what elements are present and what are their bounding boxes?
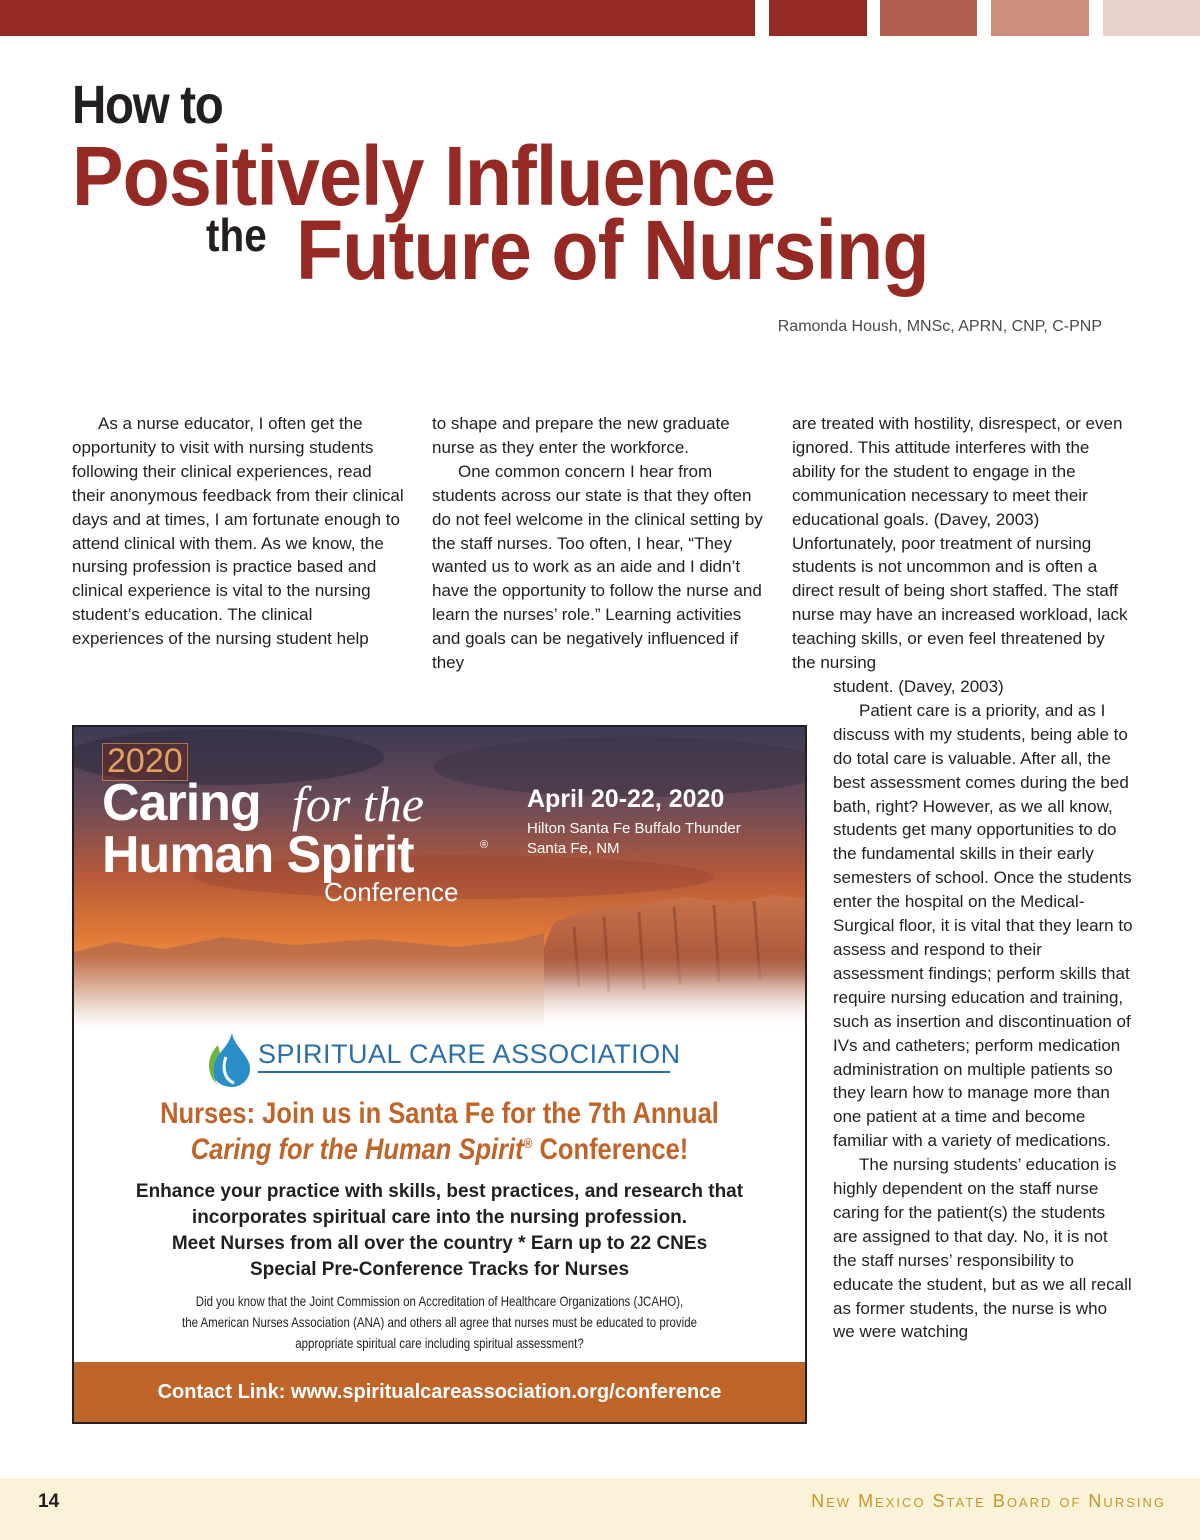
paragraph: As a nurse educator, I often get the opportunity to visit with nursing students following their clinical experiences, read their anonymous feedback from their clinical days and at times, I am fortunate enough to attend clinical with them. As we know, the nursing profession is practice based and clinical experience is vital to the nursing student’s education. The clinical experiences of the nursing student help [72,414,404,649]
ad-event-venue [527,819,741,859]
ad-fine-print-line: the American Nurses Association (ANA) and others all agree that nurses must be educated to provide [182,1314,697,1330]
ad-title-human-spirit: Human Spirit [102,826,414,884]
headline-line1: How to [72,75,223,135]
ad-headline-italic: Caring for the Human Spirit [190,1133,524,1166]
header-bar-4 [991,0,1089,36]
page-number: 14 [38,1491,60,1512]
venue-name: Hilton Santa Fe Buffalo Thunder [527,820,741,837]
header-bar-1 [0,0,755,36]
ad-fine-print-line: appropriate spiritual care including spiritual assessment? [295,1335,584,1351]
headline-line3: Future of Nursing [296,203,929,297]
ad-body-line: Enhance your practice with skills, best practices, and research that [135,1181,744,1202]
author-byline: Ramonda Housh, MNSc, APRN, CNP, C-PNP [777,318,1102,335]
headline-line2: Positively Influence [72,129,776,223]
ad-title-for-the: for the [292,776,424,832]
venue-city: Santa Fe, NM [527,840,620,857]
ad-headline-rest: Conference! [532,1133,689,1166]
headline-the: the [206,209,267,261]
publication-title: New Mexico State Board of Nursing [811,1491,1166,1511]
article-column-3-bottom [833,675,1133,1344]
registered-mark: ® [480,839,489,851]
paragraph: student. (Davey, 2003) [833,677,1004,696]
paragraph: Patient care is a priority, and as I discuss with my students, being able to do total care is valuable. After all, the best assessment comes during the bed bath, right? However, as we all know, students get many opportunities to do the fundamental skills in their early semesters of school. Once the students enter the hospital on the Medical-Surgical floor, it is vital that they learn to assess and respond to their assessment findings; perform skills that require nursing education and training, such as insertion and discontinuation of IVs and catheters; perform medication administration on multiple patients so they learn how to manage more than one patient at a time and become familiar with a variety of medications. [833,700,1133,1151]
ad-title-caring: Caring [102,774,261,832]
paragraph: are treated with hostility, disrespect, or even ignored. This attitude interferes with the ability for the student to engage in the communication necessary to meet their educational goals. (Davey, 2003) Unfortunately, poor treatment of nursing students is not uncommon and is often a direct result of being short staffed. The staff nurse may have an increased workload, lack teaching skills, or even feel threatened by the nursing [792,414,1128,673]
header-bar-3 [880,0,977,36]
logo-underline [258,1071,670,1073]
paragraph: The nursing students’ education is highly dependent on the staff nurse caring for the patient(s) the students are assigned to that day. No, it is not the staff nurses’ responsibility to educate the student, but as we all recall as former students, the nurse is who we were watching [833,1155,1132,1342]
ad-year: 2020 [102,743,188,781]
header-bar-2 [769,0,867,36]
article-column-1 [72,412,407,651]
spiritual-care-association-logo-text: SPIRITUAL CARE ASSOCIATION [258,1039,681,1069]
ad-body-line: Meet Nurses from all over the country * Earn up to 22 CNEs [171,1233,708,1254]
registered-mark: ® [523,1135,533,1151]
article-column-2 [432,412,772,675]
ad-fine-print [140,1291,739,1354]
ad-body-text [74,1179,805,1283]
article-column-3-top [792,412,1132,675]
ad-body-line: Special Pre-Conference Tracks for Nurses [249,1259,630,1280]
ad-body-line: incorporates spiritual care into the nursing profession. [191,1207,688,1228]
paragraph: to shape and prepare the new graduate nurse as they enter the workforce. [432,414,730,457]
header-bar-5 [1103,0,1200,36]
ad-fine-print-line: Did you know that the Joint Commission on Accreditation of Healthcare Organizations (JCAHO), [195,1293,684,1309]
ad-title-conference: Conference [324,877,459,907]
ad-headline-2 [129,1133,750,1167]
ad-event-date: April 20-22, 2020 [527,785,725,813]
conference-advertisement[interactable] [72,725,807,1424]
paragraph: One common concern I hear from students across our state is that they often do not feel welcome in the clinical setting by the staff nurses. Too often, I hear, “They wanted us to work as an aide and I didn’t have the opportunity to follow the nurse and learn the nurses’ role.” Learning activities and goals can be negatively influenced if they [432,461,763,673]
ad-headline-1: Nurses: Join us in Santa Fe for the 7th Annual [160,1097,719,1130]
ad-contact-link[interactable]: Contact Link: www.spiritualcareassociation.org/conference [74,1362,805,1422]
